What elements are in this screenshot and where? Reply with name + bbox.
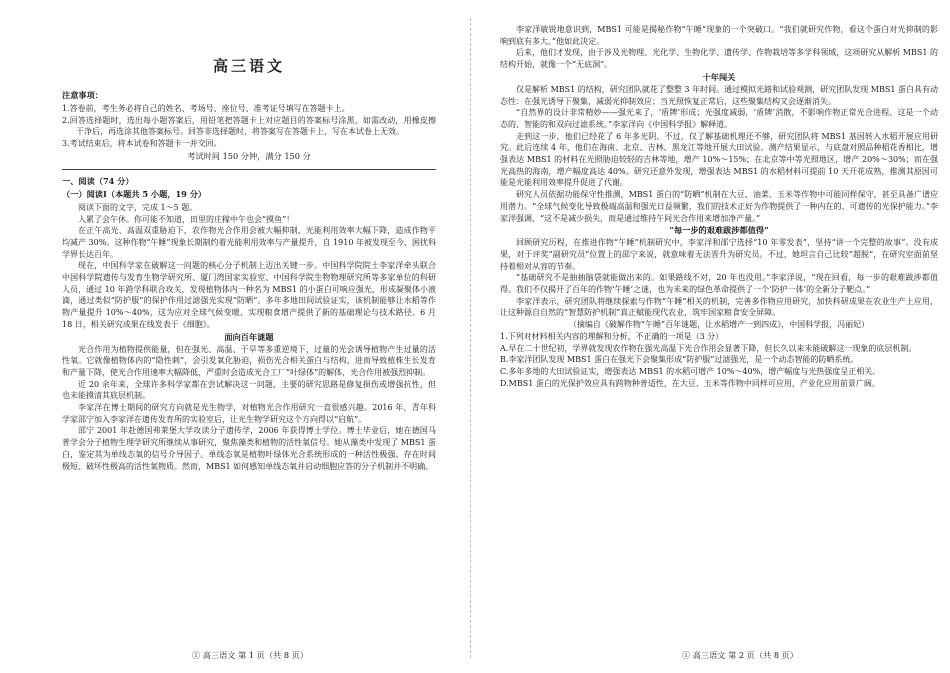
option-b: B.李家洋团队发现 MBS1 蛋白在强光下会聚集形成“防护服”过滤强光，是一个动态智能的防晒系统。 — [500, 355, 859, 365]
paragraph: 李家洋表示，研究团队将继续探索与作物“午睡”相关的机制，完善多作物应用研究，加快科研成果在农业生产上应用，让这种源自自然的“智慧防护机制”真正赋能现代农业，筑牢国家粮食安全屏障。 — [500, 296, 938, 318]
section-heading: 一、阅读（74 分） — [62, 175, 134, 186]
paragraph: 光合作用为植物提供能量，但在强光、高温、干旱等多重逆境下，过量的光会诱导植物产生过量的活性氧。它就像植物体内的“隐性刺”，会引发氧化胁迫，损伤光合相关蛋白与结构，进而导致植株生长发育和产量下降，使光合作用速率大幅降低，严重时会造成光合工厂“叶绿体”的解体，光合作用被强烈抑制。 — [62, 344, 436, 377]
paragraph: 现在，中国科学家在破解这一问题的核心分子机制上迈出关键一步。中国科学院院士李家洋牵头联合中国科学院遗传与发育生物学研究所、厦门湾国家实验室、中国科学院生物物理研究所等多家单位的科研人员，通过 10 年跨学科联合攻关，发现植物体内一种名为 MBS1 的小蛋白可响应强光，形成凝聚体小液滴，通过类似“防护服”的保护作用过滤强光实现“防晒”。多年多地田间试验证实，该机制能够让水稻等作物产量提升 10%～40%，这为应对全球气候变暖、实现粮食增产提供了新的基础理论与技术路径。6 月 18 日，相关研究成果在线发表于《细胞》。 — [62, 261, 436, 329]
option-a: A.早在二十世纪初，学界就发现农作物在强光高温下光合作用会显著下降，但长久以来未能破解这一现象的底层机制。 — [500, 343, 917, 353]
notice-heading: 注意事项： — [62, 90, 103, 100]
paragraph: 回顾研究历程，在推进作物“午睡”机制研究中，李家洋和邵宁选择“10 年零发表”，坚持“讲一个完整的故事”。没有成果，对于评奖“副研究员”位置上的邵宁来说，就意味着无法晋升为研究员。不过，她坦言自己比较“超脱”，在研究室面前坚持着相对从容的节奏。 — [500, 238, 938, 271]
article-subheading: 十年闯关 — [702, 71, 736, 82]
notice-item: 3.考试结束后，将本试卷和答题卡一并交回。 — [62, 139, 222, 149]
question-stem: 1.下列对材料相关内容的理解和分析，不正确的一项是（3 分） — [500, 331, 724, 341]
exam-time: 考试时间 150 分钟，满分 150 分 — [187, 150, 311, 161]
page-footer: ① 高三语文 第 1 页（共 8 页） — [191, 650, 309, 660]
page-1 — [0, 0, 448, 673]
subsection-heading: （一）阅读Ⅰ（本题共 5 小题，19 分） — [62, 188, 207, 199]
page-footer: ① 高三语文 第 2 页（共 8 页） — [681, 650, 799, 660]
paragraph: 仅是解析 MBS1 的结构，研究团队就花了整整 3 年时间。通过模拟光路和试验观测，研究团队发现 MBS1 蛋白具有动态性：在强光诱导下聚集，减弱光抑制效应；当光照恢复正常后，这些聚集结构又会逐渐消失。 — [500, 84, 938, 106]
source-citation: （摘编自《破解作物“午睡”百年谜题，让水稻增产一到四成》，中国科学报，冯丽妃） — [568, 320, 870, 330]
page-2 — [486, 0, 948, 673]
instruction: 阅读下面的文字，完成 1～5 题。 — [78, 202, 198, 212]
notice-item: 2.回答选择题时，选出每小题答案后，用铅笔把答题卡上对应题目的答案标号涂黑，如需改动，用橡皮擦干净后，再选涂其他答案标号。回答非选择题时，将答案写在答题卡上，写在本试卷上无效。 — [62, 115, 436, 137]
option-c: C.多年多地的大田试验证实，增强表达 MBS1 的水稻可增产 10%～40%，增产幅度与光热强度呈正相关。 — [500, 366, 881, 376]
paragraph: 走到这一步，他们已经花了 6 年多光阴。不过，仅了解基础机理还不够，研究团队将 MBS1 基因转入水稻开展应用研究。此后连续 4 年，他们在海南、北京、吉林、黑龙江等地开展大田试验。测产结果显示，与底盘对照品种稻花香相比，增强表达 MBS1 的材料在光照胁迫较轻的吉林等地，增产 10%～15%；在北京等中等光照地区，增产 20%～30%；而在强光高热的海南，增产幅度高达 40%。研究还意外发现，增强表达 MBS1 的水稻材料可提前 10 天开花成熟，推测其原因可能是光能利用效率提升促进了代谢。 — [500, 131, 938, 188]
paragraph: 李家洋在博士期间的研究方向就是光生物学，对植物光合作用研究一直很感兴趣。2016 年，青年科学家邵宁加入李家洋在遗传发育所的实验室后，让光生物学研究这个方向得以“启航”。 — [62, 403, 436, 424]
paragraph: 李家洋敏锐地意识到，MBS1 可能是揭秘作物“午睡”现象的一个突破口。“我们就研究作物，看这个蛋白对光抑制的影响到底有多大。”他如此决定。 — [500, 25, 938, 46]
paragraph: 研究人员依据功能保守性推测，MBS1 蛋白的“防晒”机制在大豆、油菜、玉米等作物中可能同样保守，甚至具备广谱应用潜力。“全球气候变化导致极端高温和强光日益频繁，我们的技术正好为作物提供了一种内在的、可遗传的光保护能力。”李家洋强调，“这不是减少损失，而是通过维持午间光合作用来增加净产量。” — [500, 190, 938, 223]
paragraph: “自然界的设计非常精妙——强光来了，‘盾牌’形成；光强度减弱，‘盾牌’消散，不影响作物正常光合进程。这是一个动态的、智能的和双向过滤系统。”李家洋向《中国科学报》解释道。 — [500, 108, 938, 129]
paragraph: “基础研究不是抽抽脑袋就能做出来的。如果路线不对，20 年也没用。”李家洋说，“现在回看，每一步的艰难跋涉都值得。我们不仅揭开了百年的作物‘午睡’之谜，也为未来的绿色革命提供了一个‘防护一体’的全新分子靶点。” — [500, 273, 938, 295]
notice-item: 1.答卷前，考生务必将自己的姓名、考场号、座位号、准考证号填写在答题卡上。 — [62, 104, 350, 113]
paragraph: 在正午高光、高温双重胁迫下，农作物光合作用会被大幅抑制，光能利用效率大幅下降，造成作物平均减产 30%。这种作物“午睡”现象长期制约着光能利用效率与产量提升，自 1910 年被发现至今，困扰科学界长达百年。 — [62, 226, 436, 259]
paragraph: 近 20 余年来，全球许多科学家都在尝试解决这一问题，主要的研究思路是修复损伤或增强抗性，但也未能摸清其底层机制。 — [62, 379, 436, 401]
article-subheading: “每一步的艰难跋涉都值得” — [669, 225, 769, 236]
article-subheading: 面向百年谜题 — [224, 331, 274, 342]
paragraph: 邵宁 2001 年赴德国弗莱堡大学攻读分子遗传学，2006 年获得博士学位。博士毕业后，她在德国马普学会分子植物生理学研究所继续从事研究，聚焦藻类和植物的活性氧信号。她从藻类中发现了 MBS1 蛋白，鉴定其为单线态氧的信号介导因子。单线态氧是植物叶绿体光合系统形成的一种活性极强、存在时间极短、破坏性极高的活性氧物质。然而，MBS1 如何感知单线态氧并启动细胞应答的分子机制并不明确。 — [62, 426, 436, 471]
paragraph: 后来，他们才发现，由于涉及光物理、光化学、生物化学、遗传学、作物栽培等多学科领域，这项研究从解析 MBS1 的结构开始，就像一个“无底洞”。 — [500, 48, 938, 70]
separator-line — [62, 169, 436, 170]
paragraph: 人累了会午休。你可能不知道，田里的庄稼中午也会“摸鱼”！ — [78, 214, 295, 224]
option-d: D.MBS1 蛋白的光保护效应具有跨物种普适性，在大豆、玉米等作物中同样可应用，产业化应用前景广阔。 — [500, 378, 880, 388]
page-divider — [470, 18, 471, 658]
exam-title: 高三语文 — [212, 57, 285, 75]
